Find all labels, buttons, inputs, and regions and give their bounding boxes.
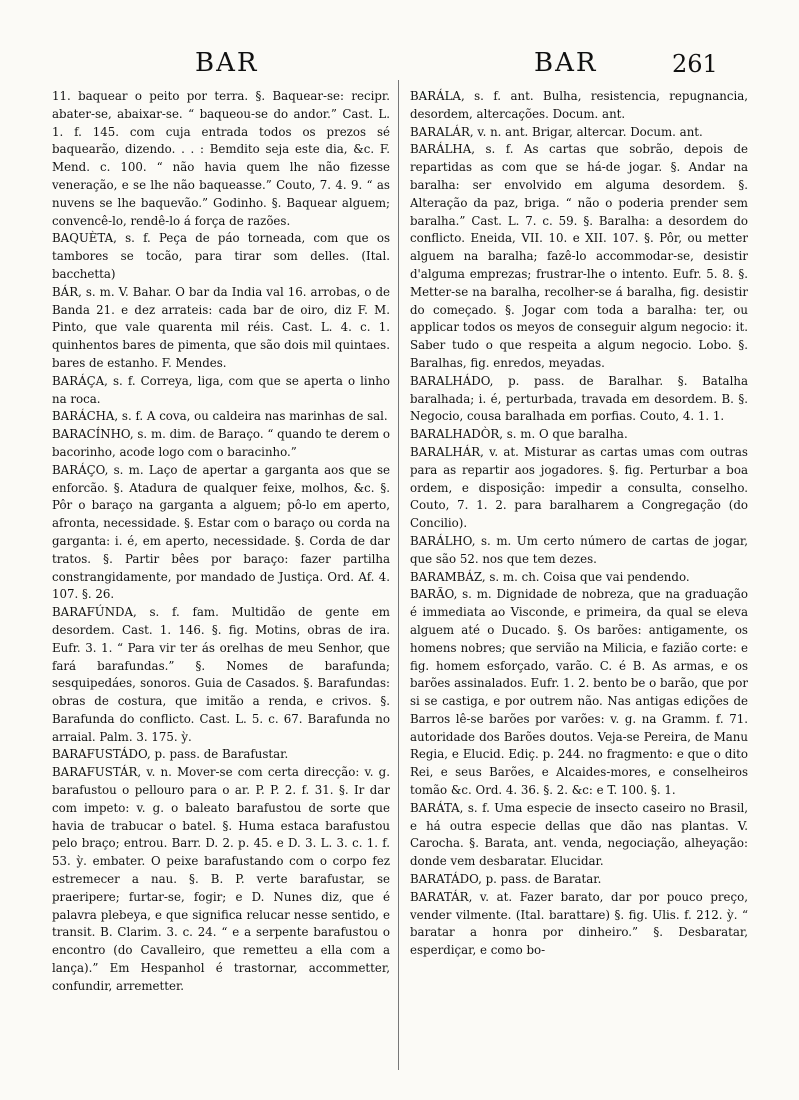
entry-baraca: BARÁÇA, s. f. Correya, liga, com que se aperta o linho na roca. [52, 373, 390, 406]
entry-baralar: BARALÁR, v. n. ant. Brigar, altercar. Docum. ant. [410, 124, 703, 139]
entry-baqueta: BAQUÈTA, s. f. Peça de páo torneada, com que os tambores se tocão, para tirar som delles. (Ital. bacchetta) [52, 231, 390, 281]
right-column [410, 88, 748, 1078]
entry-baracinho: BARACÍNHO, s. m. dim. de Baraço. “ quando te derem o bacorinho, acode logo com o baracinho.” [52, 427, 390, 459]
left-column [52, 88, 390, 1078]
entry-baracha: BARÁCHA, s. f. A cova, ou caldeira nas marinhas de sal. [52, 409, 388, 424]
entry-baratar: BARATÁR, v. at. Fazer barato, dar por pouco preço, vender vilmente. (Ital. barattare) §. fig. Ulis. f. 212. ỳ. “ baratar a honra por dinheiro.” §. Desbaratar, esperdiçar, e como bo- [410, 889, 748, 958]
entry-barao: BARÃO, s. m. Dignidade de nobreza, que na graduação é immediata ao Visconde, e primeira, da qual se eleva alguem até o Ducado. §. Os barões: antigamente, os homens nobres; que servião na Milicia, e fazião corte: e fig. homem esforçado, varão. C. é B. As armas, e os barões assinalados. Eufr. 1. 2. bento be o barão, que por si se castiga, e por outrem não. Nas antigas edições de Barros lê-se barões por varões: v. g. na Gramm. f. 71. autoridade dos Barões doutos. Veja-se Pereira, de Manu Regia, e Elucid. Ediç. p. 244. no fragmento: e que o dito Rei, e seus Barões, e Alcaides-mores, e conselheiros tomão &c. Ord. 4. 36. §. 2. &c: e T. 100. §. 1. [410, 587, 748, 798]
entry-baralha: BARÁLHA, s. f. As cartas que sobrão, depois de repartidas as com que se há-de jogar. §. Andar na baralha: ser envolvido em alguma desordem. §. Alteração da paz, briga. “ não o poderia prender sem baralha.” Cast. L. 7. c. 59. §. Baralha: a desordem do conflicto. Eneida, VII. 10. e XII. 107. §. Pôr, ou metter alguem na baralha; fazê-lo accommodar-se, desistir d'alguma emprezas; frustrar-lhe o intento. Eufr. 5. 8. §. Metter-se na baralha, recolher-se á baralha, fig. desistir do começado. §. Jogar com toda a baralha: ter, ou applicar todos os meyos de conseguir algum negocio: it. Saber tudo o que respeita a algum negocio. Lobo. §. Baralhas, fig. enredos, meyadas. [410, 142, 748, 370]
entry-barafustar: BARAFUSTÁR, v. n. Mover-se com certa direcção: v. g. barafustou o pellouro para o ar. P. P. 2. f. 31. §. Ir dar com impeto: v. g. o baleato barafustou de sorte que havia de trabucar o batel. §. Huma estaca barafustou pelo braço; entrou. Barr. D. 2. p. 45. e D. 3. L. 3. c. 1. f. 53. ỳ. embater. O peixe barafustando com o corpo fez estremecer a nau. §. B. P. verte barafustar, se praeripere; furtar-se, fogir; e D. Nunes diz, que é palavra plebeya, e que significa relucar nesse sentido, e transit. B. Clarim. 3. c. 24. “ e a serpente barafustou o encontro (do Cavalleiro, que remetteu a ella com a lança).” Em Hespanhol é trastornar, accommetter, confundir, arremetter. [52, 765, 390, 993]
page-number: 261 [672, 50, 718, 78]
entry-baratado: BARATÁDO, p. pass. de Baratar. [410, 872, 602, 887]
entry-baralho: BARÁLHO, s. m. Um certo número de cartas de jogar, que são 52. nos que tem dezes. [410, 533, 748, 566]
entry-baralhar: BARALHÁR, v. at. Misturar as cartas umas com outras para as repartir aos jogadores. §. fig. Perturbar a boa ordem, e disposição: impedir a consulta, conselho. Couto, 7. 1. 2. para baralharem a Congregação (do Concilio). [410, 444, 748, 531]
column-divider [398, 80, 399, 1070]
entry-baquear-cont: 11. baquear o peito por terra. §. Baquear-se: recipr. abater-se, abaixar-se. “ baqueou-se do andor.” Cast. L. 1. f. 145. com cuja entrada todos os prezos sé baquearão, dizendo. . . : Bemdito seja este dia, &c. F. Mend. c. 100. “ não havia quem lhe não fizesse veneração, e se lhe não baqueasse.” Couto, 7. 4. 9. “ as nuvens se lhe baquevão.” Godinho. §. Baquear alguem; convencê-lo, rendê-lo á força de razões. [52, 89, 390, 228]
entry-barata: BARÁTA, s. f. Uma especie de insecto caseiro no Brasil, e há outra especie dellas que dão nas plantas. V. Carocha. §. Barata, ant. venda, negociação, alheyação: donde vem desbaratar. Elucidar. [410, 800, 748, 869]
entry-barafustado: BARAFUSTÁDO, p. pass. de Barafustar. [52, 747, 289, 762]
entry-barala: BARÁLA, s. f. ant. Bulha, resistencia, repugnancia, desordem, altercações. Docum. ant. [410, 89, 748, 121]
entry-barafunda: BARAFÚNDA, s. f. fam. Multidão de gente em desordem. Cast. 1. 146. §. fig. Motins, obras de ira. Eufr. 3. 1. “ Para vir ter ás orelhas de meu Senhor, que fará barafundas.” §. Nomes de barafunda; sesquipedáes, sonoros. Guia de Casados. §. Barafundas: obras de costura, que imitão a renda, e crivos. §. Barafunda do conflicto. Cast. L. 5. c. 67. Barafunda no arraial. Palm. 3. 175. ỳ. [52, 605, 390, 744]
left-running-head: BAR [195, 48, 259, 78]
entry-baralhador: BARALHADÒR, s. m. O que baralha. [410, 427, 628, 442]
entry-barambaz: BARAMBÁZ, s. m. ch. Coisa que vai pendendo. [410, 569, 690, 584]
entry-bar: BÁR, s. m. V. Bahar. O bar da India val 16. arrobas, o de Banda 21. e dez arrateis: cada bar de oiro, diz F. M. Pinto, que vale quarenta mil réis. Cast. L. 4. c. 1. quinhentos bares de pimenta, que são dois mil quintaes. bares de estanho. F. Mendes. [52, 284, 390, 370]
entry-baralhado: BARALHÁDO, p. pass. de Baralhar. §. Batalha baralhada; i. é, perturbada, travada em desordem. B. §. Negocio, cousa baralhada em porfias. Couto, 4. 1. 1. [410, 373, 748, 424]
entry-baraco: BARÁÇO, s. m. Laço de apertar a garganta aos que se enforcão. §. Atadura de qualquer feixe, molhos, &c. §. Pôr o baraço na garganta a alguem; pô-lo em aperto, afronta, necessidade. §. Estar com o baraço ou corda na garganta: i. é, em aperto, necessidade. §. Corda de dar tratos. §. Partir bêes por baraço: fazer partilha constrangidamente, por mandado de Justiça. Ord. Af. 4. 107. §. 26. [52, 462, 390, 602]
right-running-head: BAR [534, 48, 598, 78]
